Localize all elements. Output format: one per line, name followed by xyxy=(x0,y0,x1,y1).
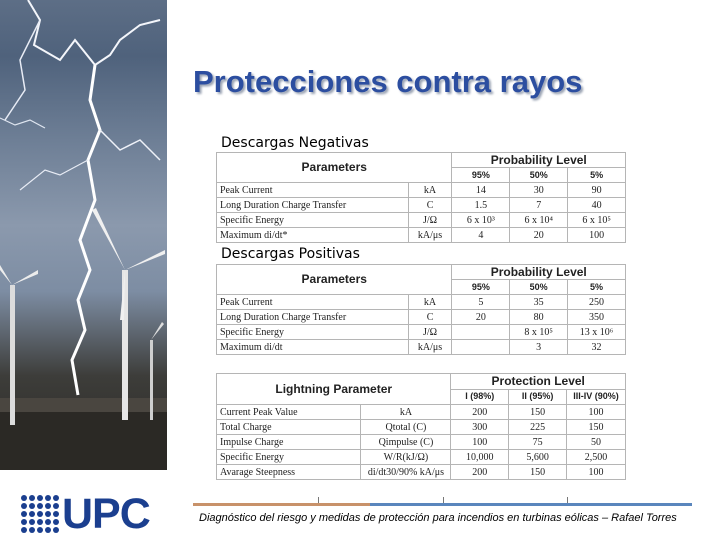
value-cell: 150 xyxy=(567,420,626,435)
table-row xyxy=(217,405,626,420)
value-cell: 100 xyxy=(567,465,626,480)
unit-cell: kA xyxy=(361,405,451,420)
unit-cell: kA xyxy=(408,183,452,198)
param-cell: Specific Energy xyxy=(217,325,409,340)
value-cell: 225 xyxy=(509,420,567,435)
value-cell: 100 xyxy=(568,228,626,243)
param-cell: Total Charge xyxy=(217,420,361,435)
footer-tick xyxy=(318,497,319,503)
value-cell: 8 x 10⁵ xyxy=(510,325,568,340)
value-cell: 80 xyxy=(510,310,568,325)
unit-cell: C xyxy=(408,198,452,213)
value-cell: 3 xyxy=(510,340,568,355)
unit-cell: Qimpulse (C) xyxy=(361,435,451,450)
table-row xyxy=(217,198,626,213)
param-cell: Long Duration Charge Transfer xyxy=(217,198,409,213)
footer-text: Diagnóstico del riesgo y medidas de protección para incendios en turbinas eólicas – Rafael Torres xyxy=(199,512,677,524)
footer-tick xyxy=(567,497,568,503)
value-cell: 7 xyxy=(510,198,568,213)
value-cell: 6 x 10³ xyxy=(452,213,510,228)
unit-cell: J/Ω xyxy=(408,325,452,340)
value-cell: 20 xyxy=(452,310,510,325)
param-cell: Maximum di/dt* xyxy=(217,228,409,243)
value-cell xyxy=(452,325,510,340)
value-cell: 6 x 10⁴ xyxy=(510,213,568,228)
value-cell: 4 xyxy=(452,228,510,243)
param-cell: Peak Current xyxy=(217,183,409,198)
unit-cell: di/dt30/90% kA/μs xyxy=(361,465,451,480)
value-cell: 150 xyxy=(509,405,567,420)
value-cell: 1.5 xyxy=(452,198,510,213)
positive-discharges-label: Descargas Positivas xyxy=(221,246,360,262)
probability-level-header: Probability Level xyxy=(452,265,626,280)
level-i-header: I (98%) xyxy=(451,389,509,405)
param-cell: Specific Energy xyxy=(217,213,409,228)
table-row xyxy=(217,183,626,198)
table-row xyxy=(217,420,626,435)
level-iii-iv-header: III-IV (90%) xyxy=(567,389,626,405)
level-95-header: 95% xyxy=(452,168,510,183)
value-cell: 200 xyxy=(451,465,509,480)
value-cell: 75 xyxy=(509,435,567,450)
value-cell: 2,500 xyxy=(567,450,626,465)
parameters-header: Parameters xyxy=(217,265,452,295)
param-cell: Long Duration Charge Transfer xyxy=(217,310,409,325)
protection-level-table xyxy=(216,373,626,480)
param-cell: Maximum di/dt xyxy=(217,340,409,355)
level-ii-header: II (95%) xyxy=(509,389,567,405)
protection-level-header: Protection Level xyxy=(451,374,626,390)
param-cell: Specific Energy xyxy=(217,450,361,465)
unit-cell: kA/μs xyxy=(408,340,452,355)
slide-title: Protecciones contra rayos xyxy=(193,64,583,99)
positive-discharges-table xyxy=(216,264,626,355)
table-row xyxy=(217,295,626,310)
value-cell: 5 xyxy=(452,295,510,310)
unit-cell: kA xyxy=(408,295,452,310)
upc-logo-dots-icon xyxy=(20,494,64,534)
footer-bar-right xyxy=(370,503,692,506)
table-row xyxy=(217,435,626,450)
level-50-header: 50% xyxy=(510,168,568,183)
footer-bar-left xyxy=(193,503,370,506)
table-row xyxy=(217,228,626,243)
value-cell: 250 xyxy=(568,295,626,310)
negative-discharges-table xyxy=(216,152,626,243)
param-cell: Impulse Charge xyxy=(217,435,361,450)
level-5-header: 5% xyxy=(568,280,626,295)
value-cell: 10,000 xyxy=(451,450,509,465)
value-cell: 90 xyxy=(568,183,626,198)
value-cell: 40 xyxy=(568,198,626,213)
parameters-header: Parameters xyxy=(217,153,452,183)
table-row xyxy=(217,310,626,325)
value-cell: 300 xyxy=(451,420,509,435)
value-cell: 350 xyxy=(568,310,626,325)
value-cell: 100 xyxy=(451,435,509,450)
value-cell: 13 x 10⁶ xyxy=(568,325,626,340)
unit-cell: Qtotal (C) xyxy=(361,420,451,435)
lightning-parameter-header: Lightning Parameter xyxy=(217,374,451,405)
value-cell: 200 xyxy=(451,405,509,420)
value-cell: 150 xyxy=(509,465,567,480)
param-cell: Peak Current xyxy=(217,295,409,310)
unit-cell: C xyxy=(408,310,452,325)
value-cell: 20 xyxy=(510,228,568,243)
unit-cell: J/Ω xyxy=(408,213,452,228)
value-cell: 100 xyxy=(567,405,626,420)
negative-discharges-label: Descargas Negativas xyxy=(221,135,369,151)
param-cell: Current Peak Value xyxy=(217,405,361,420)
value-cell xyxy=(452,340,510,355)
value-cell: 6 x 10⁵ xyxy=(568,213,626,228)
value-cell: 35 xyxy=(510,295,568,310)
unit-cell: kA/μs xyxy=(408,228,452,243)
table-row xyxy=(217,325,626,340)
level-95-header: 95% xyxy=(452,280,510,295)
value-cell: 14 xyxy=(452,183,510,198)
level-50-header: 50% xyxy=(510,280,568,295)
table-row xyxy=(217,213,626,228)
value-cell: 50 xyxy=(567,435,626,450)
footer-tick xyxy=(443,497,444,503)
table-row xyxy=(217,450,626,465)
probability-level-header: Probability Level xyxy=(452,153,626,168)
lightning-turbines-photo xyxy=(0,0,167,470)
table-row xyxy=(217,340,626,355)
value-cell: 32 xyxy=(568,340,626,355)
value-cell: 5,600 xyxy=(509,450,567,465)
value-cell: 30 xyxy=(510,183,568,198)
unit-cell: W/R(kJ/Ω) xyxy=(361,450,451,465)
level-5-header: 5% xyxy=(568,168,626,183)
param-cell: Avarage Steepness xyxy=(217,465,361,480)
table-row xyxy=(217,465,626,480)
upc-logo-text: UPC xyxy=(62,490,150,538)
